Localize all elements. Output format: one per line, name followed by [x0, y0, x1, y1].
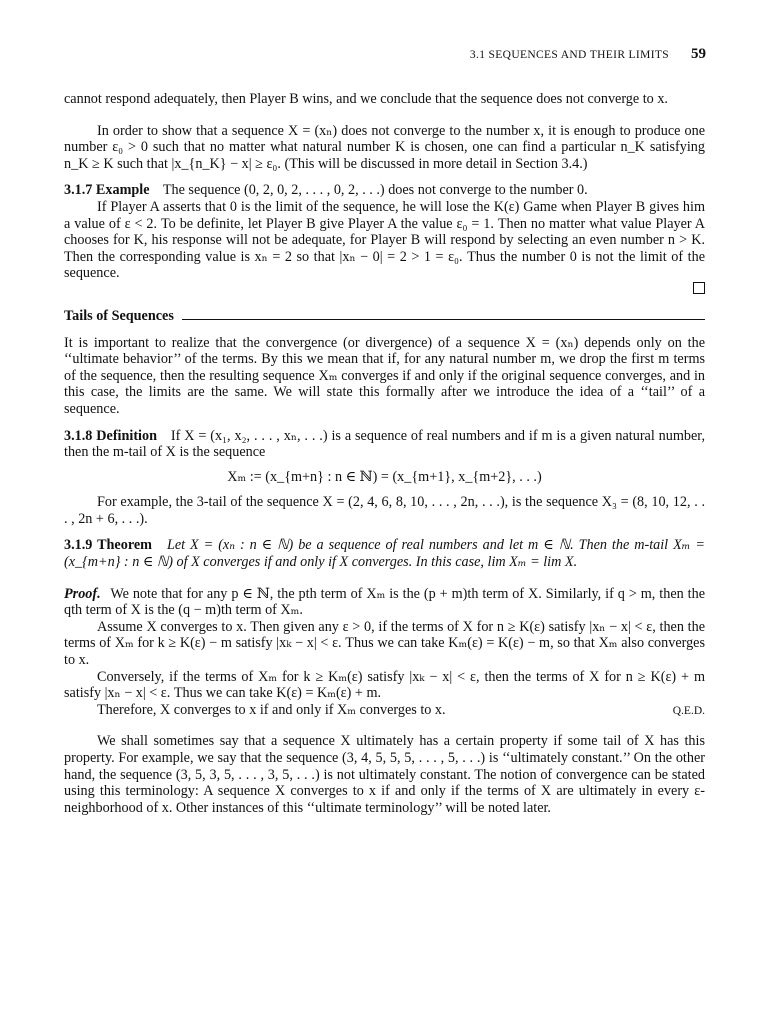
running-header-section: 3.1 SEQUENCES AND THEIR LIMITS: [469, 49, 669, 61]
theorem-3-1-9: [64, 537, 705, 570]
section-heading-tails: [64, 308, 705, 325]
definition-3-1-8: [64, 428, 705, 461]
example-3-1-7-body: If Player A asserts that 0 is the limit of the sequence, he will lose the K(ε) Game when Player B gives him a value of ε < 2. To be definite, let Player B give Player A the value ε₀ = 1. Then no matter what value Player A chooses for K, his response will not be adequate, for Player B will respond by selecting an even number n > K. Then the corresponding value is xₙ = 2 so that |xₙ − 0| = 2 > 1 = ε₀. Thus the number 0 is not the limit of the sequence.: [64, 198, 705, 282]
definition-label: 3.1.8 Definition: [64, 427, 157, 444]
theorem-label: 3.1.9 Theorem: [64, 537, 152, 554]
example-statement-text: The sequence (0, 2, 0, 2, . . . , 0, 2, . . .) does not converge to the number 0.: [162, 182, 588, 199]
theorem-text: Let X = (xₙ : n ∈ ℕ) be a sequence of real numbers and let m ∈ ℕ. Then the m-tail Xₘ = (x_{m+n} : n ∈ ℕ) of X converges if and only if X converges. In this case, lim Xₘ = lim X.: [64, 537, 705, 571]
proof-label: Proof.: [64, 585, 101, 602]
proof-paragraph-4: [64, 702, 705, 719]
example-end-row: [64, 282, 705, 294]
page-number: 59: [691, 46, 706, 62]
proof-paragraph-3: Conversely, if the terms of Xₘ for k ≥ Kₘ(ε) satisfy |xₖ − x| < ε, then the terms of X for n ≥ K(ε) + m satisfy |xₙ − x| < ε. Thus we can take K(ε) = Kₘ(ε) + m.: [64, 668, 705, 702]
example-label: 3.1.7 Example: [64, 182, 150, 199]
page-body: [64, 91, 705, 816]
example-3-1-7-statement: [64, 182, 705, 199]
tail-display-equation: Xₘ := (x_{m+n} : n ∈ ℕ) = (x_{m+1}, x_{m+2}, . . .): [227, 468, 542, 485]
qed-mark: Q.E.D.: [672, 704, 705, 717]
end-of-example-square-icon: [693, 282, 705, 294]
running-header: [470, 46, 706, 64]
proof-text-1: We note that for any p ∈ ℕ, the pth term of Xₘ is the (p + m)th term of X. Similarly, if q > m, then the qth term of X is the (q − m)th term of Xₘ.: [64, 585, 705, 619]
proof-paragraph-1: [64, 586, 705, 619]
closing-paragraph: We shall sometimes say that a sequence X ultimately has a certain property if some tail of X has this property. For example, we say that the sequence (3, 4, 5, 5, 5, . . . , 5, . . .) is ‘‘ultimately constant.’’ On the other hand, the sequence (3, 5, 3, 5, . . . , 3, 5, . . .) is not ultimately constant. The notion of convergence can be stated using this terminology: A sequence X converges to x if and only if the terms of X are ultimately in every ε-neighborhood of x. Other instances of this ‘‘ultimate terminology’’ will be noted later.: [64, 733, 705, 816]
proof-paragraph-2: Assume X converges to x. Then given any ε > 0, if the terms of X for n ≥ K(ε) satisfy |xₙ − x| < ε, then the terms of Xₘ for k ≥ K(ε) − m satisfy |xₖ − x| < ε. Thus we can take Kₘ(ε) = K(ε) − m, so that Xₘ also converges to x.: [64, 618, 705, 669]
paragraph-continuation: cannot respond adequately, then Player B wins, and we conclude that the sequence does not converge to x.: [64, 91, 668, 107]
heading-rule: [182, 319, 705, 320]
proof-text-4: Therefore, X converges to x if and only if Xₘ converges to x.: [97, 701, 446, 718]
definition-text: If X = (x₁, x₂, . . . , xₙ, . . .) is a sequence of real numbers and if m is a given natural number, then the m-tail of X is the sequence: [64, 427, 705, 461]
section-heading-text: Tails of Sequences: [64, 307, 174, 324]
tails-intro-paragraph: It is important to realize that the convergence (or divergence) of a sequence X = (xₙ) depends only on the ‘‘ultimate behavior’’ of the terms. By this we mean that if, for any natural number m, we drop the first m terms of the sequence, then the resulting sequence Xₘ converges if and only if the original sequence converges, and in this case, the limits are the same. We will state this formally after we introduce the idea of a ‘‘tail’’ of a sequence.: [64, 334, 705, 417]
paragraph-non-convergence: In order to show that a sequence X = (xₙ) does not converge to the number x, it is enough to produce one number ε₀ > 0 such that no matter what natural number K is chosen, one can find a particular n_K satisfying n_K ≥ K such that |x_{n_K} − x| ≥ ε₀. (This will be discussed in more detail in Section 3.4.): [64, 122, 705, 172]
tail-example-paragraph: For example, the 3-tail of the sequence X = (2, 4, 6, 8, 10, . . . , 2n, . . .), is the sequence X₃ = (8, 10, 12, . . . , 2n + 6, . . .).: [64, 494, 705, 527]
